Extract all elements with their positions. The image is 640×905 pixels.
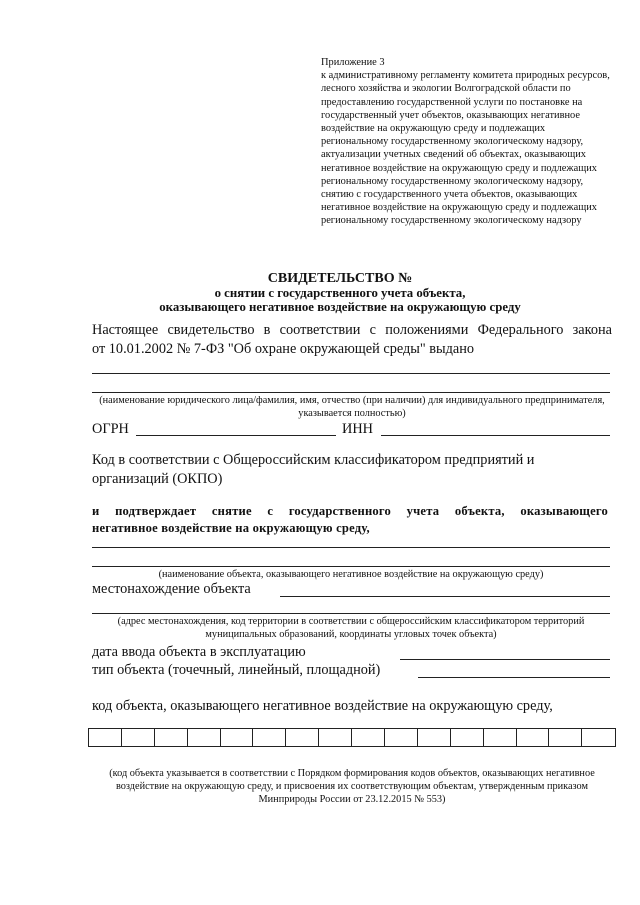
- location-field-line-2[interactable]: [92, 613, 610, 614]
- intro-paragraph: [92, 321, 612, 359]
- entity-name-line-2[interactable]: [92, 392, 610, 393]
- appendix-header: Приложение 3: [321, 57, 385, 68]
- inn-field[interactable]: [381, 435, 610, 436]
- object-name-note: (наименование объекта, оказывающего негативное воздействие на окружающую среду): [158, 569, 544, 580]
- certificate-subtitle-line2: оказывающего негативное воздействие на окружающую среду: [159, 300, 521, 314]
- commission-date-field[interactable]: [400, 659, 610, 660]
- ogrn-field[interactable]: [136, 435, 336, 436]
- code-cell[interactable]: [549, 729, 582, 746]
- appendix-text: к административному регламенту комитета природных ресурсов, лесного хозяйства и экологии Волгоградской области по предоставлению государственной услуги по постановке на государственный учет объектов, оказывающих негативное воздействие на окружающую среду и подлежащих региональному государственному экологическому надзору, актуализации учетных сведений об объектах, оказывающих негативное воздействие на окружающую среду и подлежащих региональному государственному экологическому надзору, снятию с государственного учета объектов, оказывающих негативное воздействие на окружающую среду и подлежащих региональному государственному экологическому надзору: [321, 70, 610, 227]
- object-code-label: код объекта, оказывающего негативное воздействие на окружающую среду,: [92, 698, 553, 714]
- entity-name-line-1[interactable]: [92, 373, 610, 374]
- code-cell[interactable]: [517, 729, 550, 746]
- object-name-line-1[interactable]: [92, 547, 610, 548]
- entity-name-note: (наименование юридического лица/фамилия, имя, отчество (при наличии) для индивидуального предпринимателя, указывается полностью): [99, 395, 605, 419]
- location-field[interactable]: [280, 596, 610, 597]
- object-code-grid[interactable]: [88, 728, 616, 747]
- object-type-field[interactable]: [418, 677, 610, 678]
- code-cell[interactable]: [385, 729, 418, 746]
- intro-line1: Настоящее свидетельство в соответствии с положениями Федерального закона: [92, 322, 612, 338]
- code-cell[interactable]: [253, 729, 286, 746]
- intro-line2: от 10.01.2002 № 7-ФЗ "Об охране окружающей среды" выдано: [92, 341, 475, 357]
- ogrn-label: ОГРН: [92, 421, 129, 437]
- confirmation-line1: и подтверждает снятие с государственного учета объекта, оказывающего: [92, 504, 608, 518]
- code-cell[interactable]: [122, 729, 155, 746]
- okpo-label-line2: организаций (ОКПО): [92, 471, 223, 487]
- certificate-subtitle-line1: о снятии с государственного учета объекта,: [214, 286, 466, 300]
- code-cell[interactable]: [418, 729, 451, 746]
- confirmation-paragraph: [92, 503, 608, 537]
- confirmation-line2: негативное воздействие на окружающую среду,: [92, 521, 370, 535]
- appendix-block: [321, 56, 611, 228]
- code-cell[interactable]: [155, 729, 188, 746]
- code-cell[interactable]: [352, 729, 385, 746]
- address-note: (адрес местонахождения, код территории в соответствии с общероссийским классификатором территорий муниципальных образований, координаты угловых точек объекта): [117, 616, 585, 640]
- location-label: местонахождение объекта: [92, 581, 251, 597]
- code-cell[interactable]: [451, 729, 484, 746]
- code-cell[interactable]: [582, 729, 615, 746]
- code-cell[interactable]: [221, 729, 254, 746]
- commission-date-label: дата ввода объекта в эксплуатацию: [92, 644, 306, 660]
- certificate-title: СВИДЕТЕЛЬСТВО №: [267, 271, 413, 286]
- inn-label: ИНН: [342, 421, 373, 437]
- code-cell[interactable]: [484, 729, 517, 746]
- code-cell[interactable]: [188, 729, 221, 746]
- okpo-label-line1: Код в соответствии с Общероссийским классификатором предприятий и: [92, 452, 535, 468]
- object-code-note: (код объекта указывается в соответствии с Порядком формирования кодов объектов, оказывающих негативное воздействие на окружающую среду, и присвоения их соответствующим объектам, утвержденным приказом Минприроды России от 23.12.2015 № 553): [109, 768, 595, 805]
- code-cell[interactable]: [89, 729, 122, 746]
- code-cell[interactable]: [319, 729, 352, 746]
- code-cell[interactable]: [286, 729, 319, 746]
- object-type-label: тип объекта (точечный, линейный, площадной): [92, 662, 381, 678]
- object-name-line-2[interactable]: [92, 566, 610, 567]
